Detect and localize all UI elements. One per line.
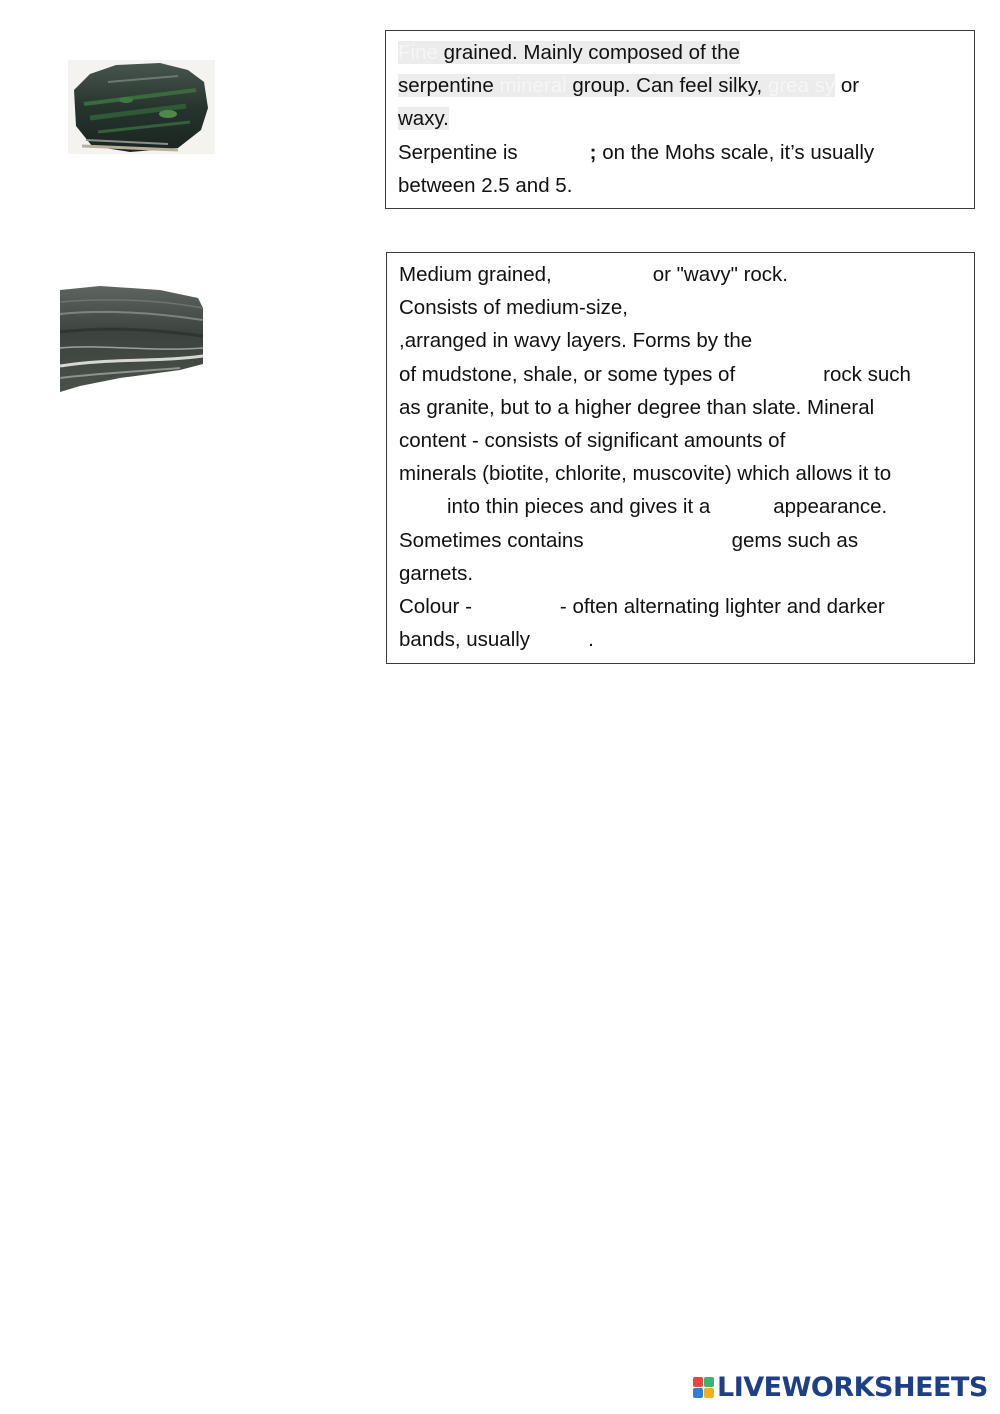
answer-blank[interactable] bbox=[584, 524, 732, 557]
answer-blank-fine[interactable]: Fine bbox=[398, 41, 438, 64]
text-line bbox=[399, 424, 962, 457]
logo-tiles-icon bbox=[693, 1377, 714, 1398]
text-line bbox=[399, 324, 962, 357]
text-segment: - often alternating lighter and darker bbox=[559, 594, 885, 618]
answer-blank[interactable] bbox=[552, 258, 653, 291]
text-segment: ,arranged in wavy layers. Forms by the bbox=[399, 329, 753, 353]
text-segment: . bbox=[588, 628, 594, 652]
brand-name: LIVEWORKSHEETS bbox=[717, 1372, 988, 1403]
text-line bbox=[399, 524, 962, 557]
text-segment: into thin pieces and gives it a bbox=[447, 495, 711, 519]
answer-blank[interactable] bbox=[399, 490, 447, 523]
text-segment: Colour - bbox=[399, 594, 472, 618]
answer-blank[interactable] bbox=[710, 490, 773, 523]
text-segment: bands, usually bbox=[399, 628, 531, 652]
text-line bbox=[399, 623, 962, 656]
text-segment: waxy. bbox=[398, 107, 449, 131]
text-line bbox=[399, 391, 962, 424]
answer-blank[interactable] bbox=[530, 623, 588, 656]
text-segment: or bbox=[835, 74, 860, 98]
answer-blank[interactable] bbox=[472, 590, 560, 623]
text-line bbox=[398, 169, 962, 202]
text-segment: group. Can feel silky, bbox=[566, 74, 768, 98]
text-line bbox=[399, 457, 962, 490]
text-line bbox=[398, 36, 962, 69]
serpentinite-rock-image bbox=[68, 60, 215, 154]
text-segment: garnets. bbox=[399, 561, 474, 585]
liveworksheets-logo bbox=[693, 1372, 988, 1403]
text-segment: rock such bbox=[823, 362, 911, 386]
text-line bbox=[399, 258, 962, 291]
schist-rock-image bbox=[60, 286, 203, 394]
text-segment: Medium grained, bbox=[399, 263, 552, 286]
answer-blank-mineral[interactable]: mineral bbox=[499, 74, 567, 98]
text-segment: content - consists of significant amounts of bbox=[399, 428, 786, 452]
text-line bbox=[398, 69, 962, 102]
text-segment: minerals (biotite, chlorite, muscovite) which allows it to bbox=[399, 462, 892, 486]
text-segment: as granite, but to a higher degree than slate. Mineral bbox=[399, 395, 875, 419]
text-segment: appearance. bbox=[773, 495, 888, 519]
text-line bbox=[399, 557, 962, 590]
answer-blank[interactable] bbox=[518, 136, 590, 169]
text-line bbox=[399, 590, 962, 623]
text-line bbox=[399, 358, 962, 391]
text-line bbox=[399, 490, 962, 523]
text-segment: gems such as bbox=[731, 528, 859, 552]
text-line bbox=[398, 136, 962, 169]
answer-blank-greasy[interactable]: grea sy bbox=[767, 74, 836, 98]
text-segment: serpentine bbox=[398, 74, 500, 98]
text-line bbox=[398, 102, 962, 135]
text-line bbox=[399, 291, 962, 324]
text-segment: between 2.5 and 5. bbox=[398, 173, 573, 197]
text-segment: on the Mohs scale, it’s usually bbox=[596, 140, 875, 164]
text-segment: Consists of medium-size, bbox=[399, 296, 628, 320]
exercise-box-schist bbox=[386, 252, 975, 664]
text-segment: Serpentine is bbox=[398, 140, 518, 164]
text-segment: grained. Mainly composed of the bbox=[437, 41, 740, 64]
text-segment: ; bbox=[589, 140, 597, 164]
answer-blank[interactable] bbox=[735, 358, 823, 391]
text-segment: of mudstone, shale, or some types of bbox=[399, 362, 736, 386]
text-segment: or "wavy" rock. bbox=[652, 263, 789, 286]
text-segment: Sometimes contains bbox=[399, 528, 584, 552]
exercise-box-serpentinite bbox=[385, 30, 975, 209]
